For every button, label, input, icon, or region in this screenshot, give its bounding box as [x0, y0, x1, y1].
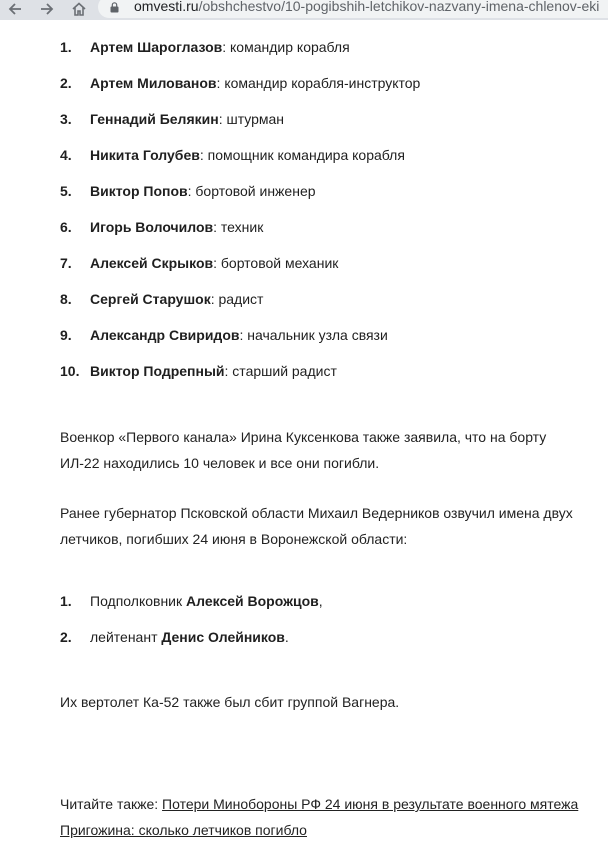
list-text: [90, 326, 388, 344]
read-also-label: Читайте также:: [60, 796, 163, 812]
list-text: [90, 592, 323, 610]
crew-name: Никита Голубев: [90, 147, 200, 163]
paragraph-helicopter: Их вертолет Ка-52 также был сбит группой Вагнера.: [60, 694, 400, 710]
pilot-name: Денис Олейников: [161, 629, 285, 645]
crew-name: Виктор Подрепный: [90, 363, 225, 379]
list-number: 7.: [60, 255, 72, 271]
list-text: [90, 362, 337, 380]
crew-role: : старший радист: [224, 363, 337, 379]
list-number: 10.: [60, 363, 80, 379]
list-number: 8.: [60, 291, 72, 307]
pilot-name: Алексей Ворожцов: [186, 593, 319, 609]
crew-name: Игорь Волочилов: [90, 219, 214, 235]
url-host: omvesti.ru: [134, 0, 199, 14]
crew-role: : начальник узла связи: [239, 327, 388, 343]
list-text: [90, 110, 284, 128]
home-button[interactable]: [68, 0, 90, 20]
list-number: 2.: [60, 629, 72, 645]
list-text: [90, 146, 405, 164]
lock-icon: [110, 2, 119, 13]
crew-role: : помощник командира корабля: [199, 147, 405, 163]
arrow-left-icon: [8, 2, 22, 16]
paragraph-governor: Ранее губернатор Псковской области Михаил Ведерников озвучил имена двух летчиков, погибших 24 июня в Воронежской области:: [60, 505, 573, 547]
list-number: 5.: [60, 183, 72, 199]
crew-role: : командир корабля: [222, 39, 350, 55]
read-also-link[interactable]: Потери Минобороны РФ 24 июня в результате военного мятежа Пригожина: сколько летчиков погибло: [60, 796, 579, 838]
read-also: [60, 791, 580, 843]
forward-button[interactable]: [36, 0, 58, 20]
list-text: [90, 290, 263, 308]
list-number: 6.: [60, 219, 72, 235]
crew-role: : штурман: [218, 111, 285, 127]
pilot-rank: лейтенант: [90, 629, 162, 645]
browser-toolbar: [0, 0, 608, 20]
list-number: 1.: [60, 593, 72, 609]
address-bar[interactable]: [98, 0, 608, 18]
list-text: [90, 38, 350, 56]
pilot-rank: Подполковник: [90, 593, 187, 609]
crew-role: : радист: [210, 291, 264, 307]
list-text: [90, 628, 289, 646]
list-number: 2.: [60, 75, 72, 91]
crew-role: : техник: [213, 219, 264, 235]
url-path: /obshchestvo/10-pogibshih-letchikov-nazvany-imena-chlenov-eki: [198, 0, 600, 14]
punctuation: .: [284, 629, 289, 645]
crew-name: Сергей Старушок: [90, 291, 211, 307]
list-number: 1.: [60, 39, 72, 55]
list-text: [90, 182, 316, 200]
crew-name: Артем Шароглазов: [90, 39, 223, 55]
crew-name: Виктор Попов: [90, 183, 188, 199]
paragraph-first-channel: Военкор «Первого канала» Ирина Куксенкова также заявила, что на борту ИЛ-22 находились 10 человек и все они погибли.: [60, 429, 547, 471]
list-text: [90, 218, 263, 236]
crew-role: : бортовой инженер: [187, 183, 316, 199]
crew-role: : бортовой механик: [213, 255, 339, 271]
crew-role: : командир корабля-инструктор: [216, 75, 421, 91]
arrow-right-icon: [40, 2, 54, 16]
list-text: [90, 74, 420, 92]
home-icon: [72, 2, 86, 16]
back-button[interactable]: [4, 0, 26, 20]
list-number: 4.: [60, 147, 72, 163]
list-number: 9.: [60, 327, 72, 343]
url-text: [134, 0, 599, 14]
list-text: [90, 254, 338, 272]
crew-name: Геннадий Белякин: [90, 111, 219, 127]
punctuation: ,: [318, 593, 323, 609]
crew-name: Алексей Скрыков: [90, 255, 214, 271]
list-number: 3.: [60, 111, 72, 127]
crew-name: Артем Милованов: [90, 75, 217, 91]
crew-name: Александр Свиридов: [90, 327, 240, 343]
